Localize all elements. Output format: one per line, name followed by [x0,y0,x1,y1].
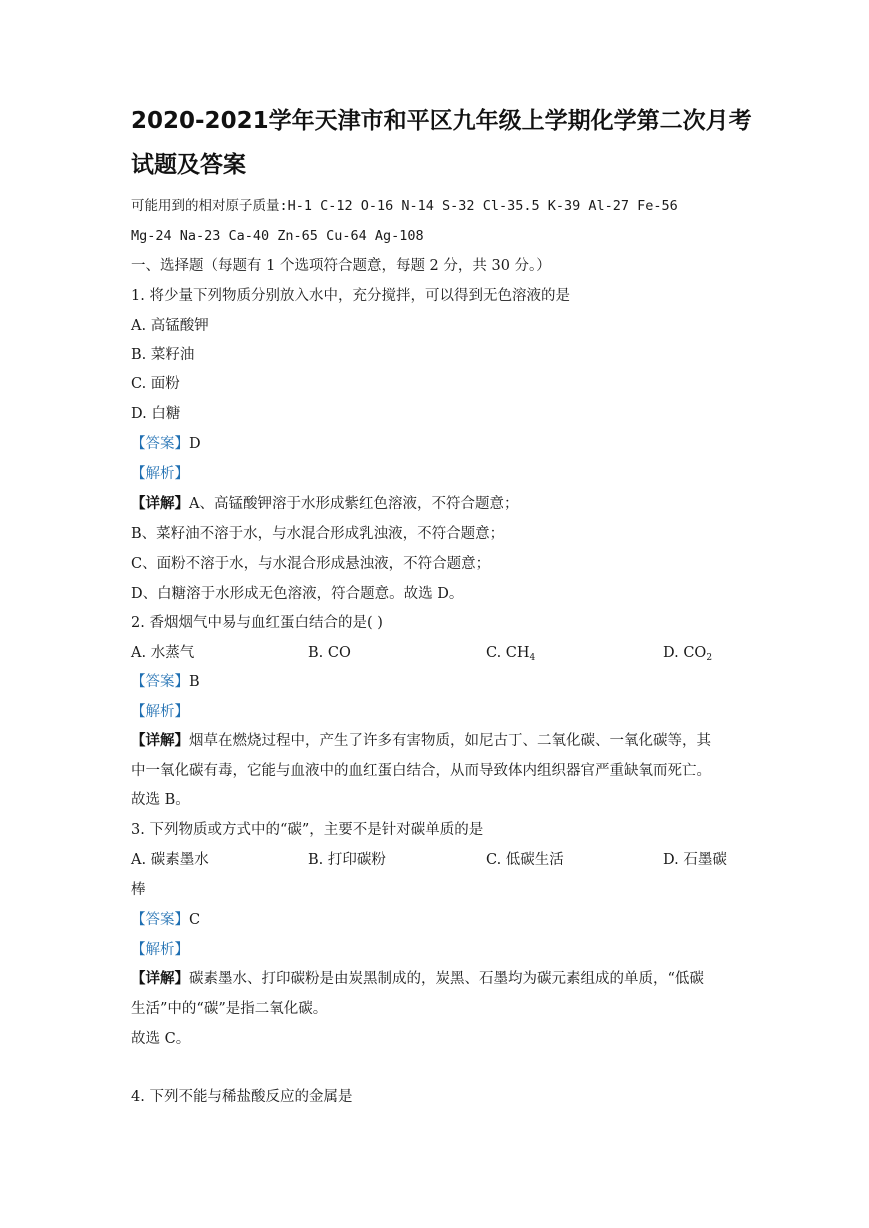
atomic-mass-line1: 可能用到的相对原子质量:H-1 C-12 O-16 N-14 S-32 Cl-35.5 K-39 Al-27 Fe-56 [131,198,678,214]
q2-option-d-subscript: 2 [706,653,713,663]
q3-analysis-tag [131,940,189,960]
q2-answer [131,672,200,692]
q2-detail-line1 [131,731,711,751]
q1-detail-line3: C、面粉不溶于水，与水混合形成悬浊液，不符合题意； [131,556,491,572]
q3-option-c: C. 低碳生活 [486,852,564,868]
q2-option-c-subscript: 4 [529,653,536,663]
analysis-tag: 【解析】 [131,704,189,720]
q1-analysis-tag [131,464,189,484]
detail-tag: 【详解】 [131,970,189,987]
detail-text: 烟草在燃烧过程中，产生了许多有害物质，如尼古丁、二氧化碳、一氧化碳等，其 [189,733,711,749]
q2-stem: 2. 香烟烟气中易与血红蛋白结合的是( ) [131,615,383,631]
detail-tag: 【详解】 [131,495,189,512]
q2-option-a: A. 水蒸气 [131,645,195,661]
answer-tag: 【答案】 [131,436,189,452]
q3-detail-line2: 生活”中的“碳”是指二氧化碳。 [131,1001,328,1017]
detail-text: 碳素墨水、打印碳粉是由炭黑制成的，炭黑、石墨均为碳元素组成的单质，“低碳 [189,971,704,987]
answer-tag: 【答案】 [131,912,189,928]
q1-detail-line1 [131,494,518,514]
q3-detail-line3: 故选 C。 [131,1031,191,1047]
q3-option-d: D. 石墨碳 [663,852,727,868]
answer-value: B [189,674,200,690]
answer-value: D [189,436,201,452]
q1-detail-line2: B、菜籽油不溶于水，与水混合形成乳浊液，不符合题意； [131,526,505,542]
q2-option-d [663,643,712,668]
analysis-tag: 【解析】 [131,942,189,958]
q3-detail-line1 [131,969,704,989]
q1-stem: 1. 将少量下列物质分别放入水中，充分搅拌，可以得到无色溶液的是 [131,288,570,304]
q3-option-b: B. 打印碳粉 [308,852,386,868]
q2-option-d-text: D. CO [663,645,707,661]
q1-option-a: A. 高锰酸钾 [131,318,209,334]
q1-option-d: D. 白糖 [131,406,181,422]
q4-stem: 4. 下列不能与稀盐酸反应的金属是 [131,1089,353,1105]
analysis-tag: 【解析】 [131,466,189,482]
q2-option-c [486,643,535,668]
q3-option-d-wrap: 棒 [131,882,146,898]
q2-analysis-tag [131,702,189,722]
q2-detail-line3: 故选 B。 [131,792,190,808]
q1-option-b: B. 菜籽油 [131,347,195,363]
atomic-mass-line2: Mg-24 Na-23 Ca-40 Zn-65 Cu-64 Ag-108 [131,228,424,244]
q1-answer [131,434,201,454]
detail-tag: 【详解】 [131,732,189,749]
q2-option-b: B. CO [308,645,351,661]
q3-option-a: A. 碳素墨水 [131,852,209,868]
q2-detail-line2: 中一氧化碳有毒，它能与血液中的血红蛋白结合，从而导致体内组织器官严重缺氧而死亡。 [131,763,711,779]
doc-title-line1: 2020-2021学年天津市和平区九年级上学期化学第二次月考 [131,108,752,134]
q1-option-c: C. 面粉 [131,376,180,392]
doc-title-line2: 试题及答案 [131,152,246,178]
answer-value: C [189,912,201,928]
detail-text: A、高锰酸钾溶于水形成紫红色溶液，不符合题意； [189,496,519,512]
q3-stem: 3. 下列物质或方式中的“碳”，主要不是针对碳单质的是 [131,822,484,838]
section-heading: 一、选择题（每题有 1 个选项符合题意，每题 2 分，共 30 分。） [131,258,551,274]
answer-tag: 【答案】 [131,674,189,690]
q1-detail-line4: D、白糖溶于水形成无色溶液，符合题意。故选 D。 [131,586,464,602]
q2-option-c-text: C. CH [486,645,530,661]
q3-answer [131,910,200,930]
